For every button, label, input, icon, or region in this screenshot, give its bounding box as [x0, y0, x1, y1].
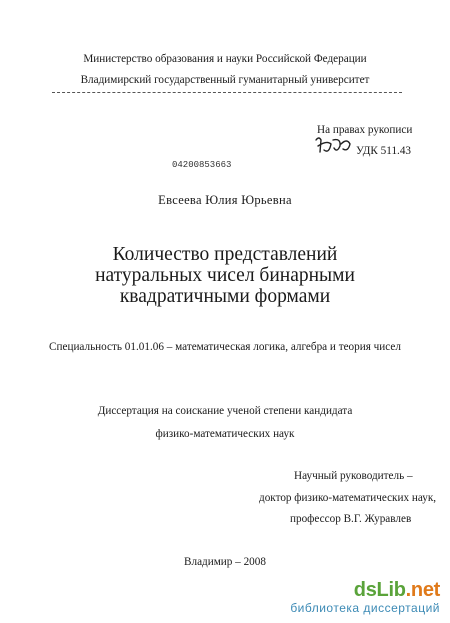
- watermark-subtitle: библиотека диссертаций: [290, 601, 440, 615]
- title-line-2: натуральных чисел бинарными: [95, 265, 355, 286]
- title-line-1: Количество представлений: [112, 244, 338, 265]
- dslib-watermark: [290, 580, 440, 615]
- author-name: Евсеева Юлия Юрьевна: [158, 193, 292, 207]
- ministry-line: Министерство образования и науки Российской Федерации: [83, 53, 367, 65]
- supervisor-line-3: профессор В.Г. Журавлев: [290, 513, 412, 525]
- title-line-3: квадратичными формами: [119, 286, 331, 307]
- manuscript-note: На правах рукописи: [317, 124, 413, 136]
- specialty-line: Специальность 01.01.06 – математическая логика, алгебра и теория чисел: [49, 341, 401, 353]
- university-line: Владимирский государственный гуманитарный университет: [80, 74, 370, 86]
- handwritten-signature: [313, 134, 353, 158]
- supervisor-line-1: Научный руководитель –: [294, 470, 413, 482]
- archive-number: 04200853663: [172, 160, 232, 170]
- dissertation-line-2: физико-математических наук: [155, 428, 295, 440]
- dissertation-line-1: Диссертация на соискание ученой степени кандидата: [97, 405, 353, 417]
- supervisor-line-2: доктор физико-математических наук,: [259, 492, 437, 504]
- udc-code: УДК 511.43: [356, 145, 412, 157]
- header-divider: [52, 92, 402, 93]
- city-year: Владимир – 2008: [184, 556, 266, 568]
- watermark-logo: dsLib.net: [353, 579, 440, 601]
